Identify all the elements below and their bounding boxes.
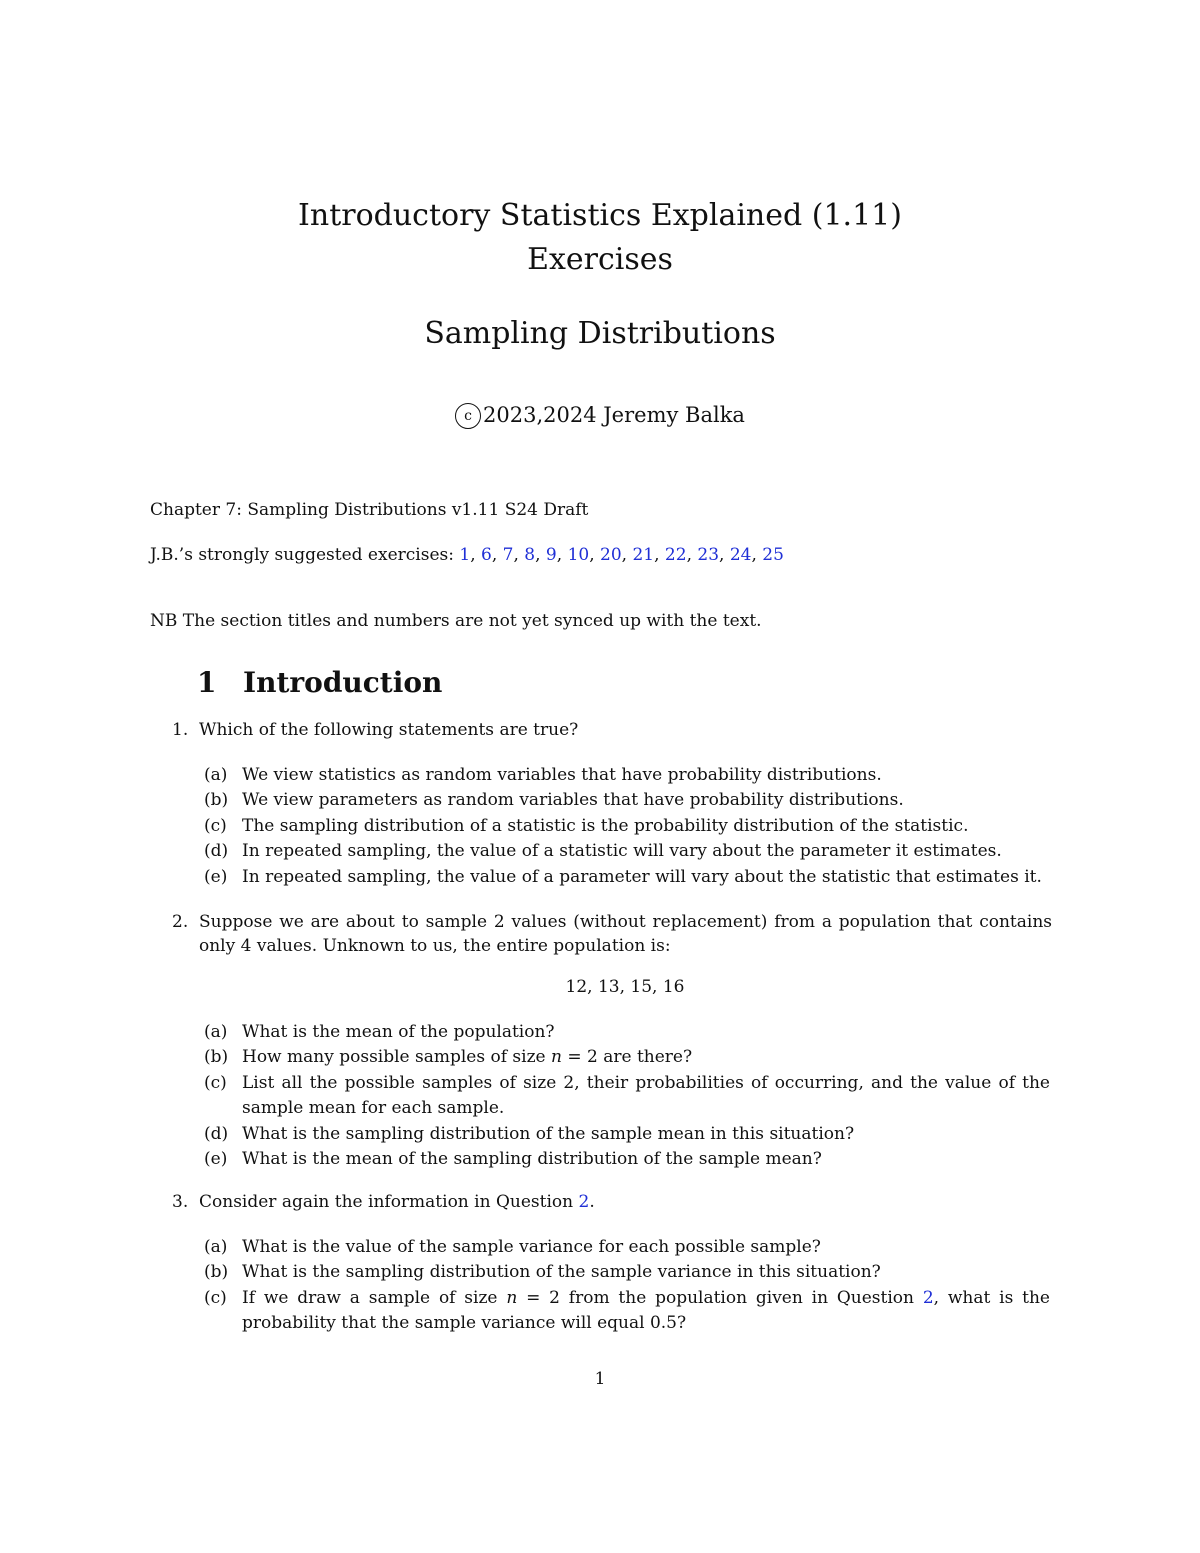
item-text: What is the value of the sample variance for each possible sample? [242, 1237, 821, 1257]
item-text: , what is the probability that the sample variance will equal 0.5? [242, 1287, 1050, 1334]
item-label: (c) [204, 1287, 227, 1308]
question-1 [172, 718, 1052, 742]
question-2-items [204, 1020, 1050, 1172]
list-item [204, 1235, 1050, 1260]
item-label: (c) [204, 1072, 227, 1093]
exercise-link-1[interactable]: 1 [459, 545, 471, 565]
item-text: What is the mean of the population? [242, 1022, 555, 1042]
item-text: In repeated sampling, the value of a parameter will vary about the statistic that estimates it. [242, 866, 1042, 887]
nb-prefix: NB [150, 611, 178, 631]
document-title: Introductory Statistics Explained (1.11) [298, 198, 902, 233]
section-number: 1 [197, 666, 217, 699]
item-text: = 2 from the population given in Question [517, 1287, 923, 1308]
separator: , [719, 545, 730, 565]
separator: , [751, 545, 763, 565]
item-text: The sampling distribution of a statistic is the probability distribution of the statistic. [242, 815, 969, 836]
item-text: In repeated sampling, the value of a statistic will vary about the parameter it estimates. [242, 841, 1002, 862]
list-item [204, 1045, 1050, 1070]
question-reference-link[interactable]: 2 [578, 1192, 590, 1212]
item-label: (b) [204, 1262, 229, 1283]
exercise-link-6[interactable]: 6 [481, 545, 492, 565]
question-text-part: . [589, 1192, 595, 1212]
exercise-link-9[interactable]: 9 [545, 545, 557, 565]
question-text: Which of the following statements are true? [199, 720, 579, 740]
item-label: (d) [204, 841, 229, 862]
list-item [204, 763, 1050, 788]
separator: , [589, 545, 601, 565]
separator: , [556, 545, 568, 565]
item-text: What is the sampling distribution of the sample variance in this situation? [242, 1262, 881, 1283]
separator: , [621, 545, 633, 565]
question-1-items [204, 763, 1050, 890]
suggested-label: J.B.’s strongly suggested exercises: [150, 545, 454, 565]
separator: , [654, 545, 665, 565]
math-variable: n [506, 1287, 518, 1308]
item-label: (e) [204, 866, 228, 887]
exercise-link-23[interactable]: 23 [697, 545, 720, 565]
exercise-link-25[interactable]: 25 [762, 545, 784, 565]
population-values: 12, 13, 15, 16 [565, 977, 685, 997]
item-label: (c) [204, 815, 227, 836]
question-text: Suppose we are about to sample 2 values (without replacement) from a population that contains only 4 values. Unknown to us, the entire population is: [199, 912, 1052, 956]
copyright-icon: c [455, 403, 481, 429]
question-number: 3. [172, 1192, 189, 1212]
item-text: What is the mean of the sampling distribution of the sample mean? [242, 1149, 822, 1170]
item-text: = 2 are there? [561, 1047, 693, 1068]
list-item [204, 1122, 1050, 1147]
nb-note [150, 609, 762, 633]
document-topic: Sampling Distributions [424, 316, 776, 351]
item-text: We view parameters as random variables that have probability distributions. [242, 790, 904, 811]
separator: , [491, 545, 503, 565]
list-item [204, 1020, 1050, 1045]
question-text-part: Consider again the information in Question [199, 1192, 579, 1212]
separator: , [535, 545, 546, 565]
suggested-exercise-list [459, 545, 784, 565]
document-subtitle: Exercises [527, 242, 673, 277]
separator: , [513, 545, 525, 565]
exercise-link-20[interactable]: 20 [600, 545, 622, 565]
list-item [204, 839, 1050, 864]
item-label: (a) [204, 1237, 228, 1257]
exercise-link-8[interactable]: 8 [524, 545, 536, 565]
item-text: We view statistics as random variables that have probability distributions. [242, 765, 882, 785]
question-number: 1. [172, 720, 189, 740]
question-text [199, 1190, 1052, 1214]
list-item [204, 1286, 1050, 1337]
item-text: What is the sampling distribution of the sample mean in this situation? [242, 1123, 855, 1144]
list-item [204, 865, 1050, 890]
separator: , [686, 545, 698, 565]
item-label: (b) [204, 790, 229, 811]
list-item [204, 1260, 1050, 1285]
item-text: List all the possible samples of size 2, their probabilities of occurring, and the value of the sample mean for each sample. [242, 1072, 1050, 1119]
copyright-line [0, 400, 1200, 430]
list-item [204, 1071, 1050, 1122]
question-number: 2. [172, 912, 189, 932]
section-heading [197, 664, 442, 702]
separator: , [470, 545, 481, 565]
question-2 [172, 910, 1052, 958]
question-3 [172, 1190, 1052, 1214]
math-variable: n [551, 1047, 562, 1068]
section-title: Introduction [243, 666, 443, 699]
exercise-link-22[interactable]: 22 [664, 545, 687, 565]
item-text: How many possible samples of size [242, 1047, 552, 1068]
item-label: (b) [204, 1047, 229, 1068]
item-label: (a) [204, 765, 228, 785]
exercise-link-7[interactable]: 7 [502, 545, 514, 565]
page-number: 1 [594, 1369, 606, 1389]
item-label: (d) [204, 1123, 229, 1144]
nb-text: The section titles and numbers are not yet synced up with the text. [182, 611, 762, 631]
suggested-exercises-line [150, 543, 784, 567]
item-label: (a) [204, 1022, 228, 1042]
question-reference-link[interactable]: 2 [922, 1287, 934, 1308]
list-item [204, 1147, 1050, 1172]
item-text: If we draw a sample of size [242, 1287, 507, 1308]
exercise-link-21[interactable]: 21 [632, 545, 655, 565]
exercise-link-24[interactable]: 24 [729, 545, 752, 565]
item-label: (e) [204, 1149, 228, 1170]
exercise-link-10[interactable]: 10 [567, 545, 590, 565]
list-item [204, 788, 1050, 813]
chapter-line: Chapter 7: Sampling Distributions v1.11 S24 Draft [150, 500, 589, 520]
question-3-items [204, 1235, 1050, 1337]
copyright-text: 2023,2024 Jeremy Balka [483, 403, 745, 427]
list-item [204, 814, 1050, 839]
